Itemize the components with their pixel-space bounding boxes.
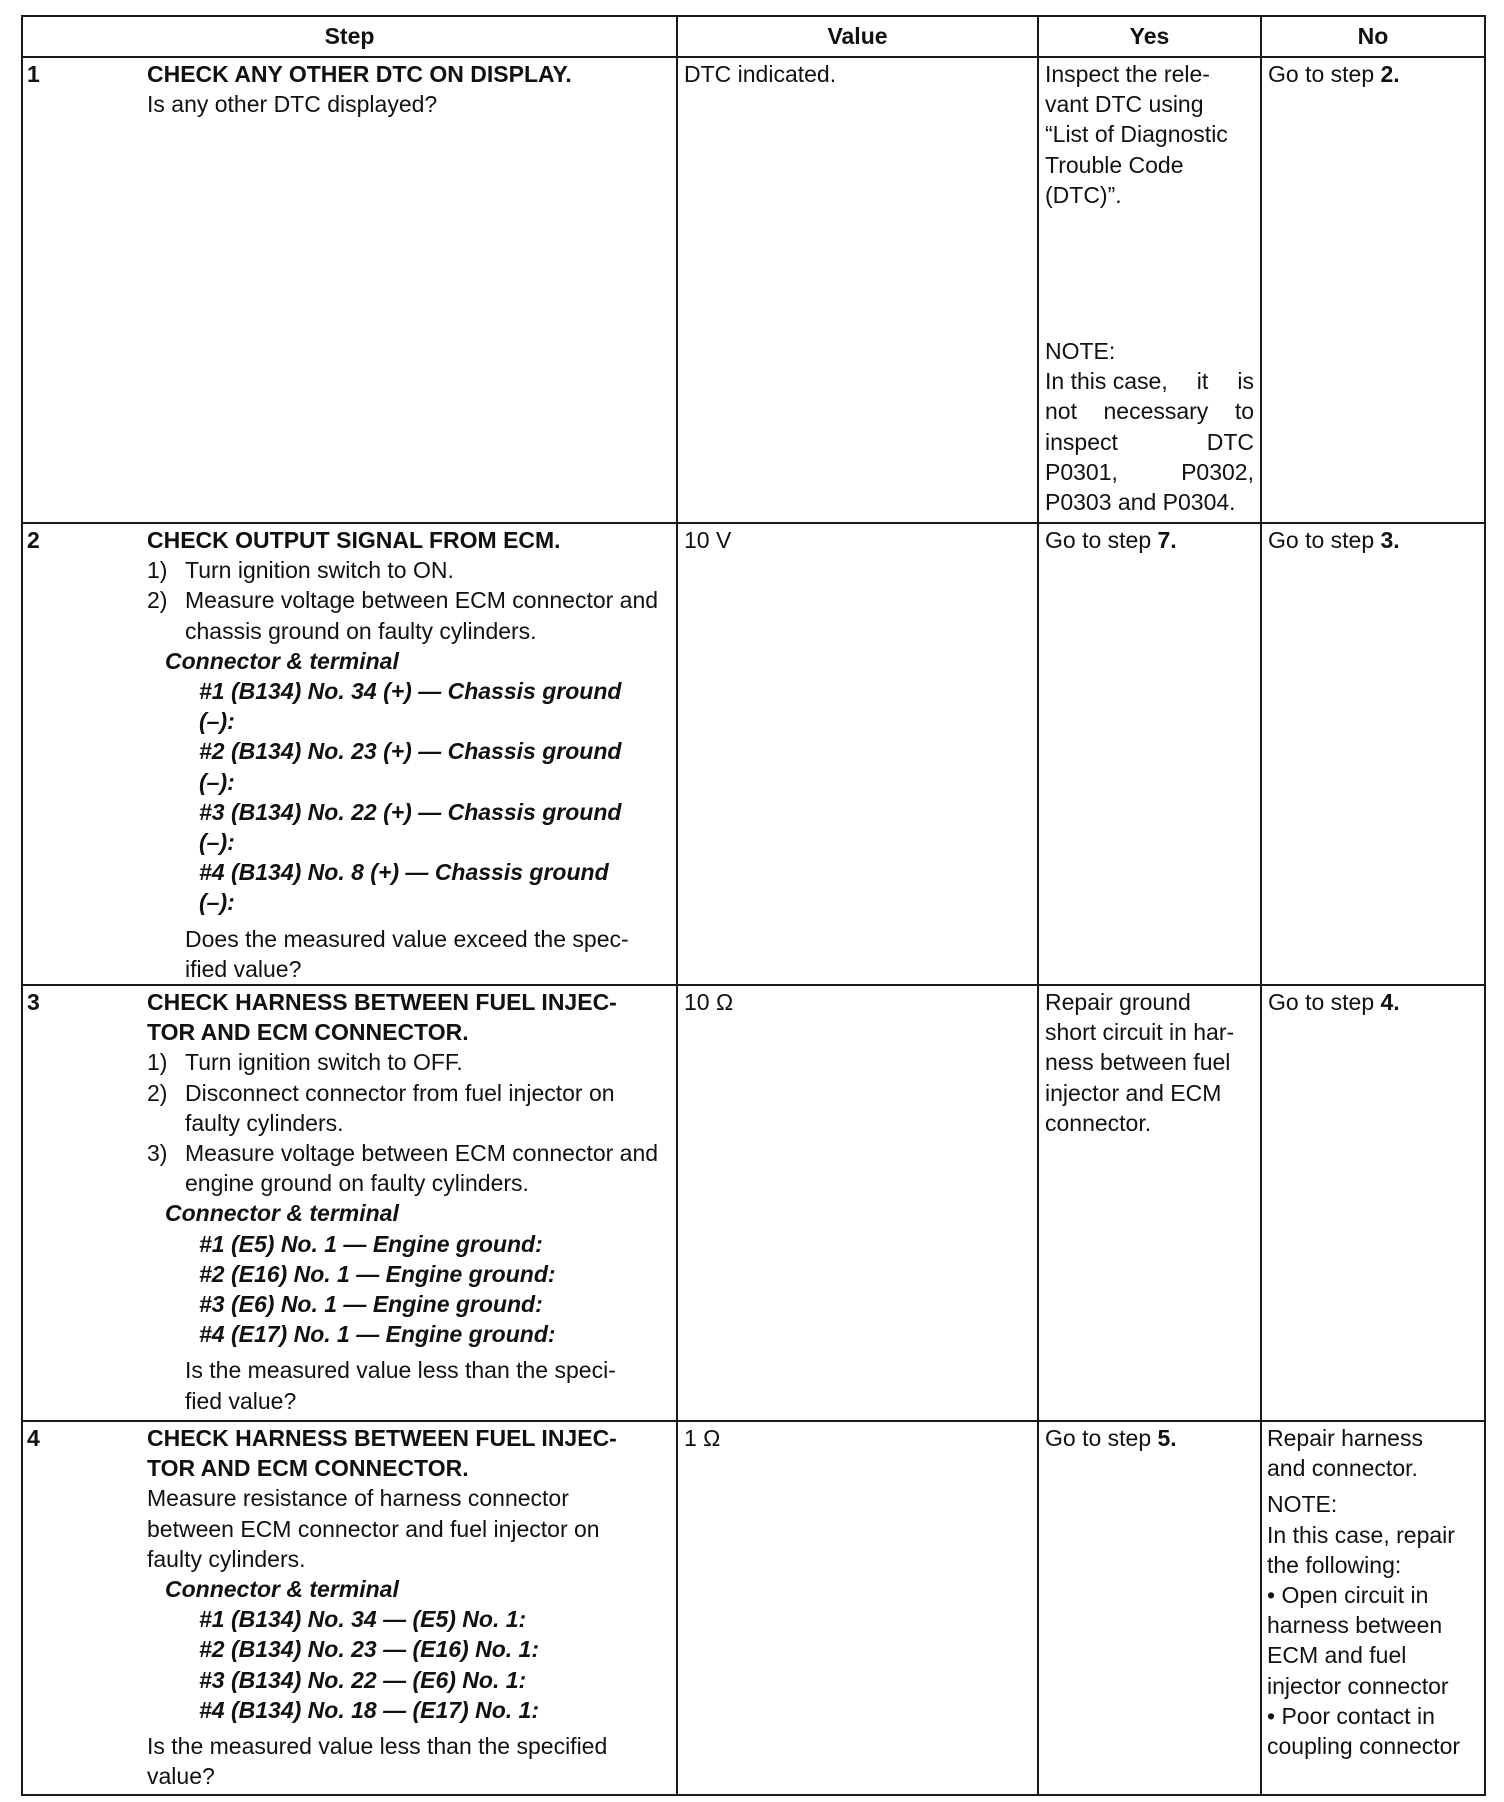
step-question: value? (147, 1763, 215, 1790)
value-cell: 10 V (677, 523, 1038, 985)
note-line: In this case, it is (1045, 368, 1254, 395)
header-row (22, 16, 1485, 57)
table-row-step-1 (22, 57, 1485, 523)
value-cell: DTC indicated. (677, 57, 1038, 523)
step-title: TOR AND ECM CONNECTOR. (147, 1019, 469, 1046)
yes-cell (1038, 57, 1261, 523)
yes-line: Trouble Code (1045, 151, 1184, 178)
table-row-step-3 (22, 985, 1485, 1421)
step-cell (22, 57, 677, 523)
connector-title: Connector & terminal (165, 1200, 399, 1227)
note-line: P0301, P0302, (1045, 458, 1254, 485)
list-item (147, 555, 666, 585)
diagnostic-table (21, 15, 1486, 1796)
step-title: CHECK OUTPUT SIGNAL FROM ECM. (147, 527, 561, 553)
yes-line: injector and ECM (1045, 1079, 1222, 1106)
step-title: CHECK ANY OTHER DTC ON DISPLAY. (147, 61, 572, 87)
step-question: Is any other DTC displayed? (147, 91, 438, 118)
header-step: Step (22, 16, 677, 57)
list-text: Turn ignition switch to ON. (185, 557, 454, 584)
terminal-line: #4 (B134) No. 8 (+) — Chassis ground (199, 859, 609, 886)
list-marker: 2) (147, 1079, 168, 1106)
yes-prefix: Go to step (1045, 1425, 1158, 1452)
connector-title: Connector & terminal (165, 1576, 399, 1603)
list-marker: 2) (147, 587, 168, 614)
no-prefix: Go to step (1268, 61, 1381, 87)
terminal-line: (–): (199, 708, 235, 735)
step-description: faulty cylinders. (147, 1545, 306, 1572)
step-number: 3 (27, 989, 40, 1016)
yes-cell (1038, 1421, 1261, 1795)
value-cell: 1 Ω (677, 1421, 1038, 1795)
note-line: inspect DTC (1045, 428, 1254, 455)
terminal-line: #1 (B134) No. 34 (+) — Chassis ground (199, 678, 622, 705)
step-number: 4 (27, 1425, 40, 1452)
no-prefix: Go to step (1268, 527, 1381, 553)
step-question: fied value? (185, 1387, 297, 1414)
step-cell (22, 523, 677, 985)
note-line: • Open circuit in (1267, 1582, 1429, 1609)
list-text: Measure voltage between ECM connector and chassis ground on faulty cylinders. (185, 587, 659, 644)
step-title: CHECK HARNESS BETWEEN FUEL INJEC- (147, 989, 617, 1016)
step-title: CHECK HARNESS BETWEEN FUEL INJEC- (147, 1425, 617, 1452)
terminal-line: #1 (E5) No. 1 — Engine ground: (199, 1230, 543, 1257)
terminal-line: #2 (B134) No. 23 (+) — Chassis ground (199, 738, 622, 765)
connector-title: Connector & terminal (165, 647, 399, 674)
terminal-line: #3 (B134) No. 22 — (E6) No. 1: (199, 1666, 527, 1693)
yes-step-link: 5. (1157, 1425, 1177, 1452)
no-line: and connector. (1267, 1455, 1418, 1482)
yes-line: vant DTC using (1045, 91, 1204, 118)
step-title: TOR AND ECM CONNECTOR. (147, 1455, 469, 1482)
value-cell: 10 Ω (677, 985, 1038, 1421)
yes-line: (DTC)”. (1045, 181, 1122, 208)
step-question: Does the measured value exceed the spec- (185, 925, 629, 952)
no-cell (1261, 1421, 1485, 1795)
terminal-line: #2 (B134) No. 23 — (E16) No. 1: (199, 1636, 539, 1663)
list-item (147, 1138, 666, 1198)
terminal-line: #4 (E17) No. 1 — Engine ground: (199, 1321, 556, 1348)
terminal-line: #3 (B134) No. 22 (+) — Chassis ground (199, 798, 622, 825)
list-text: Turn ignition switch to OFF. (185, 1049, 463, 1076)
list-text: Measure voltage between ECM connector and engine ground on faulty cylinders. (185, 1140, 659, 1197)
step-number: 2 (27, 527, 40, 553)
step-number: 1 (27, 61, 40, 87)
note-line: the following: (1267, 1551, 1402, 1578)
note-label: NOTE: (1267, 1491, 1338, 1518)
step-description: Measure resistance of harness connector (147, 1485, 569, 1512)
list-text: Disconnect connector from fuel injector on faulty cylinders. (185, 1079, 615, 1136)
yes-line: Repair ground (1045, 989, 1191, 1016)
list-marker: 1) (147, 1049, 168, 1076)
no-cell (1261, 523, 1485, 985)
no-line: Repair harness (1267, 1425, 1423, 1452)
step-question: Is the measured value less than the specified (147, 1733, 608, 1760)
yes-line: ness between fuel (1045, 1049, 1231, 1076)
header-no: No (1261, 16, 1485, 57)
table-row-step-4 (22, 1421, 1485, 1795)
step-description: between ECM connector and fuel injector on (147, 1515, 600, 1542)
terminal-line: #3 (E6) No. 1 — Engine ground: (199, 1291, 543, 1318)
yes-line: Inspect the rele- (1045, 61, 1210, 87)
no-step-link: 4. (1380, 989, 1400, 1016)
step-cell (22, 985, 677, 1421)
no-cell (1261, 985, 1485, 1421)
terminal-line: (–): (199, 829, 235, 856)
no-step-link: 2. (1380, 61, 1400, 87)
yes-step-link: 7. (1157, 527, 1177, 553)
step-question: Is the measured value less than the speci- (185, 1357, 616, 1384)
terminal-line: (–): (199, 768, 235, 795)
yes-cell (1038, 523, 1261, 985)
no-step-link: 3. (1380, 527, 1400, 553)
step-cell (22, 1421, 677, 1795)
header-yes: Yes (1038, 16, 1261, 57)
no-prefix: Go to step (1268, 989, 1381, 1016)
step-question: ified value? (185, 955, 302, 982)
note-line: P0303 and P0304. (1045, 489, 1236, 516)
yes-cell (1038, 985, 1261, 1421)
note-line: • Poor contact in (1267, 1702, 1435, 1729)
note-line: not necessary to (1045, 398, 1254, 425)
note-line: harness between (1267, 1612, 1443, 1639)
note-line: coupling connector (1267, 1733, 1461, 1760)
terminal-line: #1 (B134) No. 34 — (E5) No. 1: (199, 1606, 527, 1633)
note-line: In this case, repair (1267, 1521, 1455, 1548)
no-cell (1261, 57, 1485, 523)
list-marker: 3) (147, 1140, 168, 1167)
terminal-line: #2 (E16) No. 1 — Engine ground: (199, 1260, 556, 1287)
note-line: injector connector (1267, 1672, 1449, 1699)
list-item (147, 585, 666, 645)
list-item (147, 1078, 666, 1138)
table-row-step-2 (22, 523, 1485, 985)
yes-line: short circuit in har- (1045, 1019, 1235, 1046)
yes-prefix: Go to step (1045, 527, 1158, 553)
note-label: NOTE: (1045, 338, 1116, 365)
header-value: Value (677, 16, 1038, 57)
yes-line: “List of Diagnostic (1045, 121, 1228, 148)
terminal-line: #4 (B134) No. 18 — (E17) No. 1: (199, 1696, 539, 1723)
yes-line: connector. (1045, 1109, 1152, 1136)
list-item (147, 1047, 666, 1077)
list-marker: 1) (147, 557, 168, 584)
note-line: ECM and fuel (1267, 1642, 1407, 1669)
terminal-line: (–): (199, 889, 235, 916)
